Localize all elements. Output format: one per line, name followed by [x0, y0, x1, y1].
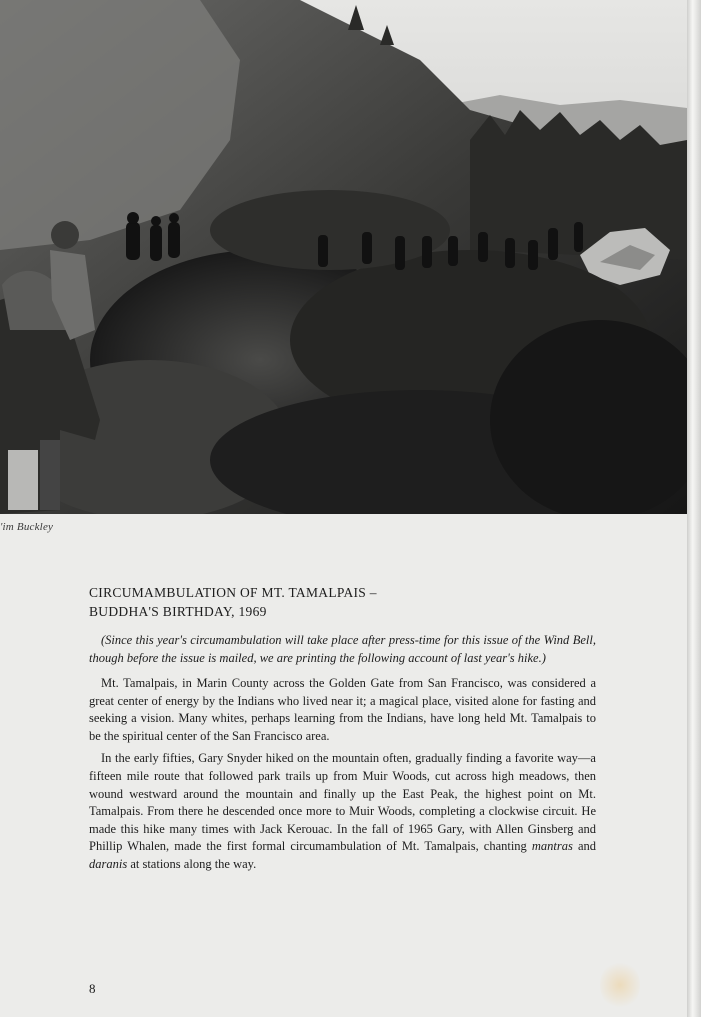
page-number: 8 — [89, 981, 96, 996]
hikers-on-mountain-photo — [0, 0, 687, 514]
paragraph-1: Mt. Tamalpais, in Marin County across the Golden Gate from San Francisco, was considered a great center of energy by the Indians who lived near it; a magical place, visited alone for fasting and seeking a vision. Many whites, perhaps learning from the Indians, have long held Mt. Tamalpais to be the spiritual center of the San Francisco area. — [89, 676, 596, 743]
mantras-word: mantras — [531, 839, 573, 854]
paragraph-2-end: at stations along the way. — [127, 856, 257, 871]
photo-credit: 'im Buckley — [0, 521, 54, 533]
daranis-word: daranis — [89, 856, 128, 871]
title-line-2: BUDDHA'S BIRTHDAY, 1969 — [89, 604, 267, 619]
title-line-1: CIRCUMAMBULATION OF MT. TAMALPAIS – — [89, 585, 377, 600]
article-title — [89, 583, 596, 621]
paper-stain — [600, 960, 640, 1010]
page-edge — [687, 0, 701, 1017]
paragraph-2-text: In the early fifties, Gary Snyder hiked on the mountain often, gradually finding a favorite way—a fifteen mile route that followed park trails up from Muir Woods, cut across high meadows, then wound westward around the mountain and finally up the East Peak, the highest point on Mt. Tamalpais. From there he descended once more to Muir Woods, completing a clockwise circuit. He made this hike many times with Jack Kerouac. In the fall of 1965 Gary, with Allen Ginsberg and Phillip Whalen, made the first formal circumambulation of Mt. Tamalpais, chanting — [89, 751, 596, 854]
editor-note: (Since this year's circumambulation will take place after press-time for this issue of the Wind Bell, though before the issue is mailed, we are printing the following account of last year's hike.) — [89, 633, 596, 665]
and-word: and — [572, 839, 596, 854]
paragraph-2 — [89, 750, 596, 873]
article — [89, 583, 596, 879]
